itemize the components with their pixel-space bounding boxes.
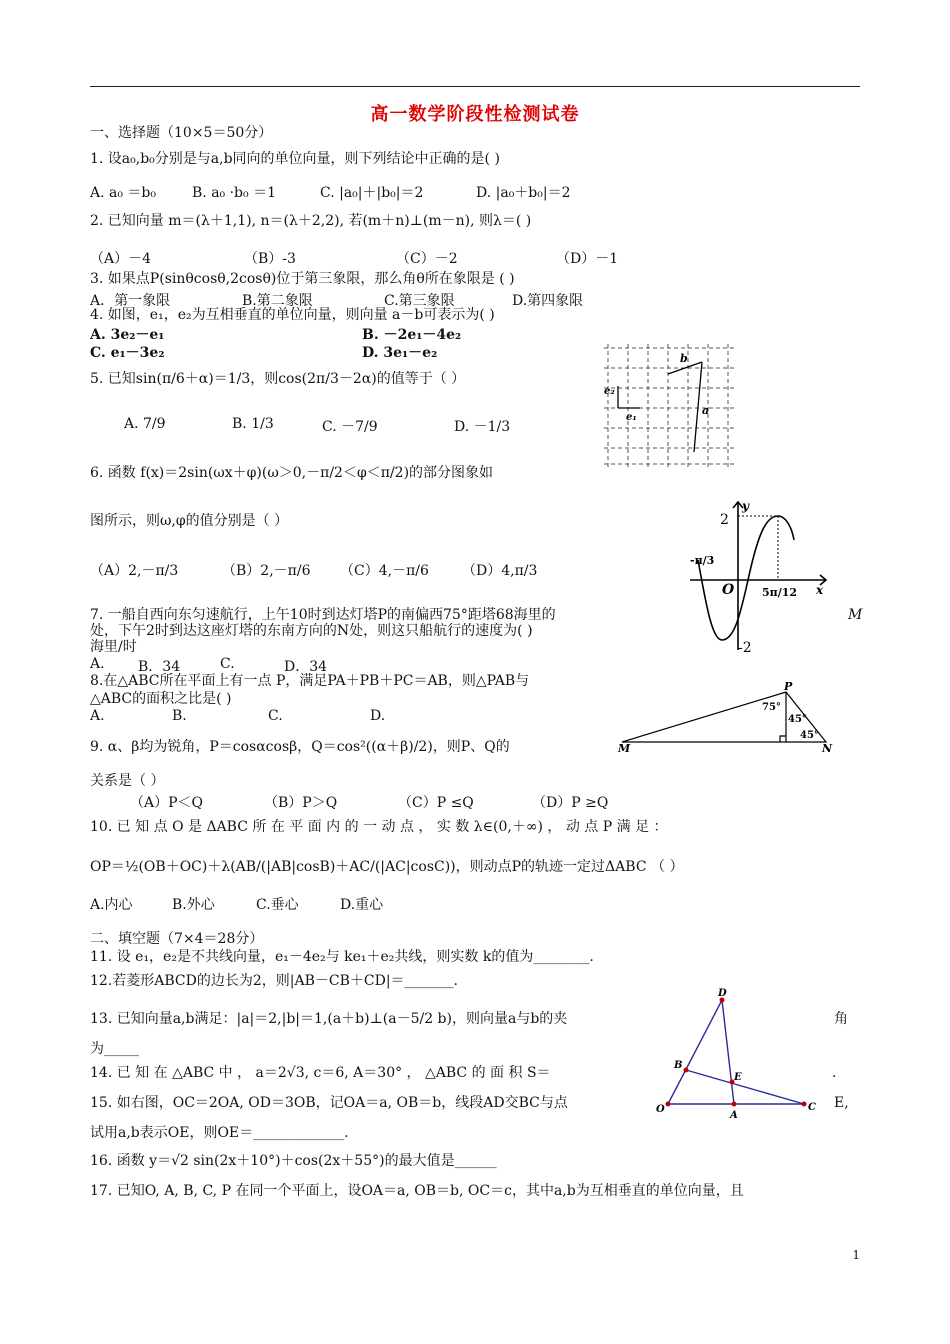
vector-grid-figure <box>600 340 740 470</box>
y-axis-label: y <box>742 499 749 513</box>
q16-text: 16. 函数 y＝√2 sin(2x＋10°)＋cos(2x＋55°)的最大值是______ <box>90 1153 497 1169</box>
q2-option-d: （D）－1 <box>556 251 619 267</box>
q5-stem: 5. 已知sin(π/6＋α)＝1/3，则cos(2π/3－2α)的值等于（ ） <box>90 371 466 387</box>
point-n-label: N <box>822 742 833 754</box>
q7-option-b: B．34 <box>138 659 181 675</box>
a-vector <box>694 362 702 452</box>
e2-label: e₂ <box>604 386 615 397</box>
section-fill-heading: 二、填空题（7×4＝28分） <box>90 931 264 947</box>
q1-option-a: A. a₀ ＝b₀ <box>90 185 156 201</box>
point-o-label: O <box>656 1104 665 1115</box>
q3-option-b: B.第二象限 <box>242 293 313 309</box>
q10-option-c: C.垂心 <box>256 897 299 913</box>
right-angle-mark <box>780 736 786 742</box>
q10-option-b: B.外心 <box>172 897 215 913</box>
q8-option-a: A. <box>90 708 105 724</box>
q9-option-a: （A）P＜Q <box>130 795 204 811</box>
q14-stem: 14. 已 知 在 △ABC 中 ， a＝2√3, c＝6, A＝30° ， △ABC 的 面 积 S＝ <box>90 1065 551 1081</box>
header-rule <box>90 86 860 87</box>
q10-option-a: A.内心 <box>90 897 133 913</box>
point-c-label: C <box>808 1102 816 1113</box>
point-a-label: A <box>730 1110 738 1120</box>
q7-option-d: D．34 <box>284 659 328 675</box>
page-title: 高一数学阶段性检测试卷 <box>370 104 580 125</box>
q9-option-b: （B）P＞Q <box>264 795 338 811</box>
q4-option-d: D. 3e₁－e₂ <box>362 345 438 361</box>
page-number: 1 <box>852 1248 860 1262</box>
q9-stem: 9. α、β均为锐角，P＝cosαcosβ，Q＝cos²((α＋β)/2)，则P、Q的 <box>90 739 510 755</box>
grid-lines <box>604 344 736 468</box>
q6-stem-continued: 图所示，则ω,φ的值分别是（ ） <box>90 513 289 529</box>
q2-option-a: （A）－4 <box>90 251 152 267</box>
q14-stem-tail: . <box>832 1065 837 1081</box>
q17-text: 17. 已知O, A, B, C, P 在同一个平面上，设OA＝a, OB＝b, OC＝c，其中a,b为互相垂直的单位向量，且 <box>90 1183 744 1199</box>
point-d-label: D <box>718 988 727 999</box>
q7-stem: 7. 一船自西向东匀速航行，上午10时到达灯塔P的南偏西75°距塔68海里的 <box>90 607 556 623</box>
q13-stem-continued: 为_____ <box>90 1041 139 1057</box>
origin-label: O <box>722 582 735 598</box>
x-axis-label: x <box>816 583 824 597</box>
angle-45-bottom-label: 45° <box>800 730 819 741</box>
q8-option-c: C. <box>268 708 283 724</box>
min-value-label: -2 <box>738 640 752 656</box>
q6-option-a: （A）2,－π/3 <box>90 563 179 579</box>
q3-option-a: A．第一象限 <box>90 293 171 309</box>
angle-45-top-label: 45° <box>788 714 807 725</box>
q13-stem: 13. 已知向量a,b满足：|a|＝2,|b|＝1,(a＋b)⊥(a－5/2 b)，则向量a与b的夹 <box>90 1011 568 1027</box>
lighthouse-triangle-figure <box>616 678 842 754</box>
q5-option-a: A. 7/9 <box>124 416 166 432</box>
segment-bc <box>686 1070 804 1104</box>
q1-stem: 1. 设a₀,b₀分别是与a,b同向的单位向量，则下列结论中正确的是( ) <box>90 151 500 167</box>
q15-stem-continued: 试用a,b表示OE，则OE＝_____________. <box>90 1125 349 1141</box>
q7-stem-continued: 处，下午2时到达这座灯塔的东南方向的N处，则这只船航行的速度为( ) <box>90 623 533 639</box>
q8-stem: 8.在△ABC所在平面上有一点 P，满足PA＋PB＋PC＝AB，则△PAB与 <box>90 673 530 689</box>
q9-option-d: （D）P ≥Q <box>532 795 609 811</box>
q3-stem: 3. 如果点P(sinθcosθ,2cosθ)位于第三象限，那么角θ所在象限是 ( ) <box>90 271 515 287</box>
segment-da <box>722 1000 734 1104</box>
q15-stem: 15. 如右图，OC＝2OA, OD＝3OB，记OA＝a, OB＝b，线段AD交BC与点 <box>90 1095 568 1111</box>
q6-stem: 6. 函数 f(x)＝2sin(ωx＋φ)(ω＞0,－π/2＜φ＜π/2)的部分图象如 <box>90 465 494 481</box>
q6-option-d: （D）4,π/3 <box>462 563 538 579</box>
q5-option-d: D. －1/3 <box>454 419 511 435</box>
q6-option-c: （C）4,－π/6 <box>340 563 429 579</box>
segment-intersection-figure <box>652 986 822 1120</box>
segment-do <box>668 1000 722 1104</box>
q15-stem-tail: E, <box>834 1095 849 1111</box>
q10-stem-continued: OP＝½(OB＋OC)＋λ(AB/(|AB|cosB)＋AC/(|AC|cosC))，则动点P的轨迹一定过ΔABC （ ） <box>90 859 684 875</box>
q8-stem-continued: △ABC的面积之比是( ) <box>90 691 232 707</box>
q7-stem-unit: 海里/时 <box>90 639 137 655</box>
sine-curve <box>698 516 794 640</box>
q5-option-c: C. －7/9 <box>322 419 378 435</box>
q8-option-d: D. <box>370 708 386 724</box>
q7-stem-tail: M <box>848 607 863 623</box>
q3-option-d: D.第四象限 <box>512 293 584 309</box>
sine-graph-figure <box>680 498 840 658</box>
q4-option-b: B. －2e₁－4e₂ <box>362 327 462 343</box>
q1-option-b: B. a₀ ·b₀ ＝1 <box>192 185 276 201</box>
q7-option-c: C. <box>220 656 235 672</box>
e1-label: e₁ <box>626 412 637 423</box>
q2-option-b: （B）-3 <box>244 251 296 267</box>
q4-option-a: A. 3e₂－e₁ <box>90 327 165 343</box>
q2-option-c: （C）－2 <box>396 251 458 267</box>
q10-option-d: D.重心 <box>340 897 384 913</box>
a-label: a <box>702 404 710 417</box>
point-m-label: M <box>618 742 631 754</box>
five-pi-twelfth-label: 5π/12 <box>762 586 798 599</box>
q13-stem-tail: 角 <box>834 1011 848 1027</box>
b-label: b <box>680 352 688 365</box>
q1-option-d: D. |a₀＋b₀|＝2 <box>476 185 571 201</box>
section-choice-heading: 一、选择题（10×5＝50分） <box>90 125 273 141</box>
q2-stem: 2. 已知向量 m＝(λ＋1,1), n＝(λ＋2,2), 若(m＋n)⊥(m－n), 则λ＝( ) <box>90 213 532 229</box>
q1-option-c: C. |a₀|＋|b₀|＝2 <box>320 185 424 201</box>
point-e-label: E <box>734 1072 742 1083</box>
q6-option-b: （B）2,－π/6 <box>222 563 311 579</box>
q4-option-c: C. e₁－3e₂ <box>90 345 165 361</box>
q12-text: 12.若菱形ABCD的边长为2，则|AB－CB＋CD|＝_______. <box>90 973 458 989</box>
q5-option-b: B. 1/3 <box>232 416 274 432</box>
neg-pi-third-label: -π/3 <box>690 554 715 567</box>
q4-stem: 4. 如图，e₁，e₂为互相垂直的单位向量，则向量 a－b可表示为( ) <box>90 307 495 323</box>
q9-option-c: （C）P ≤Q <box>398 795 474 811</box>
point-b-label: B <box>674 1060 683 1071</box>
point-p-label: P <box>784 680 793 693</box>
q3-option-c: C.第三象限 <box>384 293 455 309</box>
q9-stem-continued: 关系是（ ） <box>90 773 165 789</box>
q11-text: 11. 设 e₁，e₂是不共线向量，e₁－4e₂与 ke₁＋e₂共线，则实数 k的值为________. <box>90 949 594 965</box>
q7-option-a: A. <box>90 656 105 672</box>
angle-75-label: 75° <box>762 702 781 713</box>
max-value-label: 2 <box>720 512 729 528</box>
q8-option-b: B. <box>172 708 187 724</box>
q10-stem: 10. 已 知 点 O 是 ΔABC 所 在 平 面 内 的 一 动 点 ， 实 数 λ∈(0,＋∞) ， 动 点 P 满 足 ： <box>90 819 668 835</box>
